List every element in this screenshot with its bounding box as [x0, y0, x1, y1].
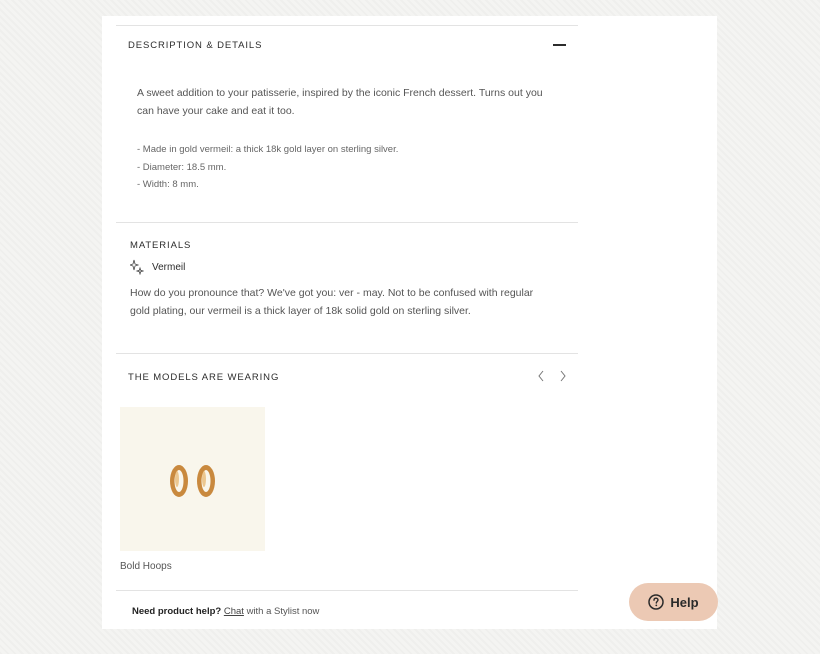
earrings-image — [120, 407, 265, 551]
sparkle-icon — [130, 259, 144, 275]
divider-top — [116, 25, 578, 26]
details-item: - Made in gold vermeil: a thick 18k gold layer on sterling silver. — [137, 144, 399, 155]
chevron-right-icon[interactable] — [558, 369, 568, 383]
material-name: Vermeil — [152, 261, 186, 273]
materials-text — [130, 285, 575, 320]
product-image[interactable] — [120, 407, 265, 551]
description-paragraph — [137, 85, 577, 120]
help-line-rest: with a Stylist now — [246, 606, 320, 617]
model-product-card[interactable] — [120, 407, 265, 572]
chat-link[interactable]: Chat — [223, 606, 244, 617]
help-button[interactable] — [629, 583, 718, 621]
material-row — [130, 259, 185, 275]
materials-heading: MATERIALS — [130, 240, 192, 251]
description-line-2: can have your cake and eat it too. — [137, 104, 295, 117]
description-line-1: A sweet addition to your patisserie, inspired by the iconic French dessert. Turns out you — [137, 87, 543, 99]
collapse-minus-icon[interactable] — [553, 44, 566, 46]
details-item: - Diameter: 18.5 mm. — [137, 161, 227, 173]
divider-materials — [116, 222, 578, 223]
help-button-label: Help — [670, 594, 699, 610]
chevron-left-icon[interactable] — [536, 369, 546, 383]
product-details-panel — [102, 16, 717, 629]
product-name[interactable]: Bold Hoops — [120, 561, 172, 572]
details-item: - Width: 8 mm. — [137, 179, 199, 190]
carousel-nav — [536, 369, 568, 383]
help-line-strong: Need product help? — [132, 606, 222, 617]
divider-models — [116, 353, 578, 354]
materials-line-2: gold plating, our vermeil is a thick layer of 18k solid gold on sterling silver. — [130, 304, 471, 317]
description-heading[interactable]: DESCRIPTION & DETAILS — [128, 40, 263, 51]
materials-line-1: How do you pronounce that? We've got you: ver - may. Not to be confused with regular — [130, 287, 534, 299]
product-help-line — [132, 606, 319, 617]
models-heading: THE MODELS ARE WEARING — [128, 372, 280, 383]
details-list — [137, 141, 398, 194]
question-circle-icon — [648, 594, 664, 610]
divider-help — [116, 590, 578, 591]
